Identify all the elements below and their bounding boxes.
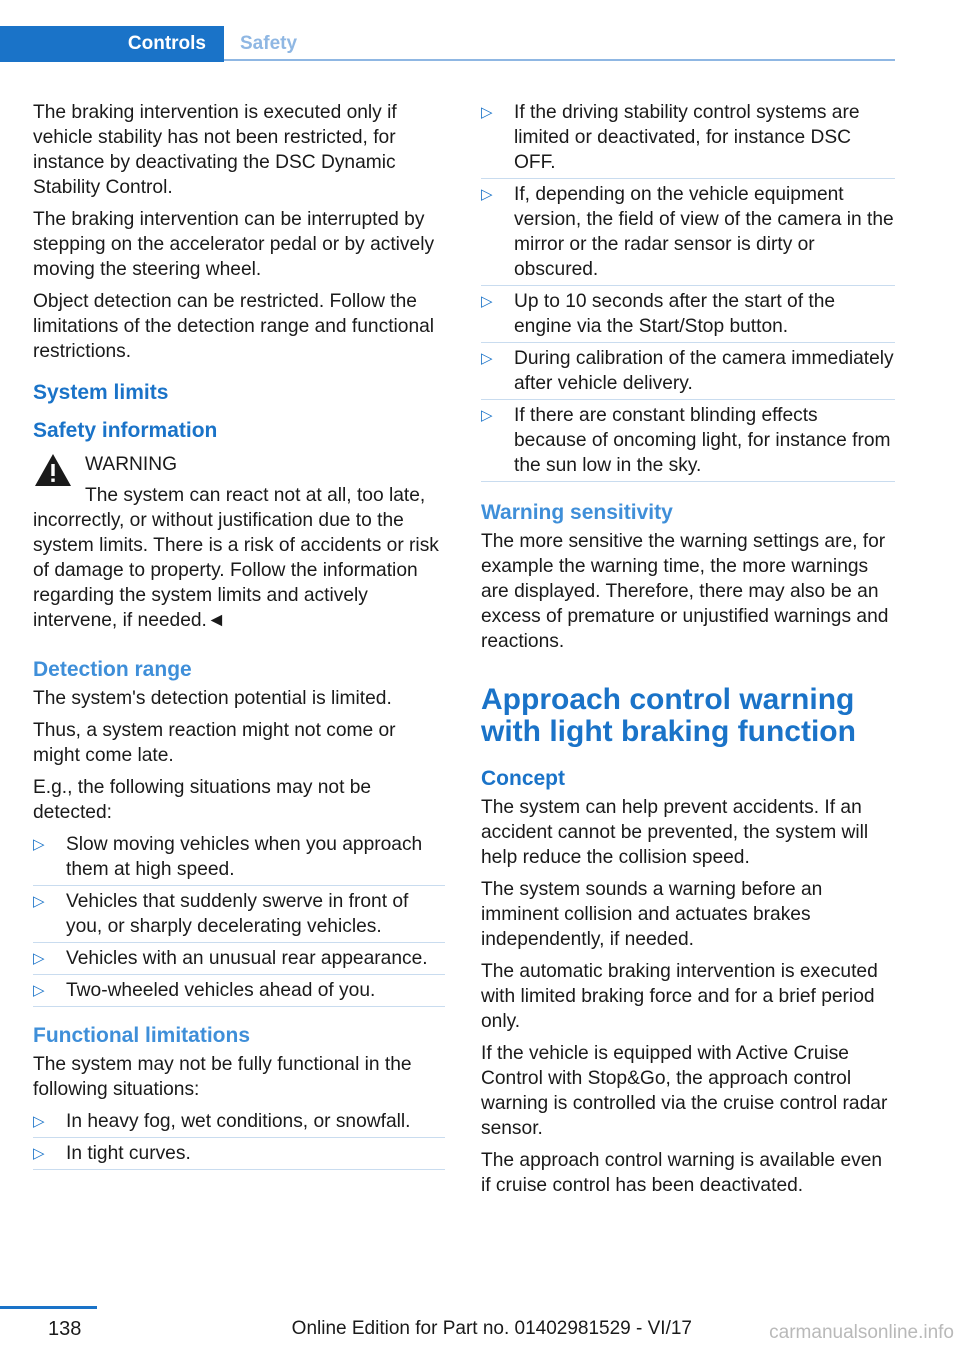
paragraph: The system may not be fully functional in the following situations: (33, 1054, 412, 1100)
list-item: ▷ Slow moving vehicles when you approach them at high speed. (33, 832, 445, 882)
heading-warning-sensitivity: Warning sensitivity (481, 501, 673, 524)
paragraph: The system sounds a warning before an imminent collision and actuates brakes independently, if needed. (481, 879, 823, 950)
triangle-bullet-icon: ▷ (481, 104, 493, 121)
list-item: ▷ If the driving stability control systems are limited or deactivated, for instance DSC OFF. (481, 100, 895, 175)
page-number-rule (0, 1306, 97, 1309)
paragraph: Object detection can be restricted. Follow the limitations of the detection range and functional restrictions. (33, 291, 435, 362)
warning-title: WARNING (85, 454, 178, 475)
heading-approach-control-warning: Approach control warning with light braking function (481, 683, 856, 748)
warning-triangle-icon (33, 452, 73, 488)
edition-note: Online Edition for Part no. 01402981529 - VI/17 (291, 1318, 692, 1339)
paragraph: The system's detection potential is limited. (33, 688, 392, 709)
triangle-bullet-icon: ▷ (33, 1145, 45, 1162)
warning-block (33, 452, 445, 633)
paragraph: The braking intervention can be interrupted by stepping on the accelerator pedal or by actively moving the steering wheel. (33, 209, 435, 280)
list-item: ▷ In heavy fog, wet conditions, or snowfall. (33, 1109, 445, 1134)
list-item: ▷ If, depending on the vehicle equipment version, the field of view of the camera in the mirror or the radar sensor is dirty or obscured. (481, 184, 894, 280)
right-column (481, 100, 895, 1205)
limitations-list-continued (481, 100, 895, 478)
heading-functional-limitations: Functional limitations (33, 1024, 251, 1047)
tab-safety[interactable]: Safety (240, 33, 298, 54)
functional-list (33, 1109, 445, 1166)
paragraph: E.g., the following situations may not be detected: (33, 777, 372, 823)
paragraph: Thus, a system reaction might not come or might come late. (33, 720, 396, 766)
list-item: ▷ Two-wheeled vehicles ahead of you. (33, 978, 445, 1003)
tab-controls[interactable]: Controls (0, 26, 224, 62)
triangle-bullet-icon: ▷ (481, 293, 493, 310)
detection-list (33, 832, 445, 1003)
paragraph: The braking intervention is executed only if vehicle stability has not been restricted, for instance by deactivating the DSC Dynamic Stability Control. (33, 102, 397, 198)
tab-underline (224, 59, 895, 61)
triangle-bullet-icon: ▷ (33, 950, 45, 967)
list-item: ▷ Vehicles with an unusual rear appearance. (33, 946, 445, 971)
heading-detection-range: Detection range (33, 658, 192, 681)
section-tabs (0, 26, 895, 62)
triangle-bullet-icon: ▷ (33, 1113, 45, 1130)
paragraph: The automatic braking intervention is executed with limited braking force and for a brief period only. (481, 961, 878, 1032)
triangle-bullet-icon: ▷ (481, 350, 493, 367)
list-item: ▷ Up to 10 seconds after the start of the engine via the Start/Stop button. (481, 289, 895, 339)
heading-system-limits: System limits (33, 381, 169, 404)
list-item: ▷ Vehicles that suddenly swerve in front of you, or sharply decelerating vehicles. (33, 889, 445, 939)
triangle-bullet-icon: ▷ (481, 407, 493, 424)
paragraph: The approach control warning is available even if cruise control has been deactivated. (481, 1150, 883, 1196)
heading-concept: Concept (481, 767, 565, 790)
watermark: carmanualsonline.info (769, 1322, 954, 1343)
paragraph: If the vehicle is equipped with Active Cruise Control with Stop&Go, the approach control warning is controlled via the cruise control radar sensor. (481, 1043, 888, 1139)
triangle-bullet-icon: ▷ (481, 186, 493, 203)
warning-text: The system can react not at all, too late, incorrectly, or without justification due to the system limits. There is a risk of accidents or risk of damage to property. Follow the information regarding the system limits and actively intervene, if needed.◄ (33, 485, 439, 631)
triangle-bullet-icon: ▷ (33, 893, 45, 910)
triangle-bullet-icon: ▷ (33, 982, 45, 999)
list-item: ▷ In tight curves. (33, 1141, 445, 1166)
paragraph: The system can help prevent accidents. If an accident cannot be prevented, the system will help reduce the collision speed. (481, 797, 869, 868)
list-item: ▷ During calibration of the camera immediately after vehicle delivery. (481, 348, 894, 394)
left-column (33, 100, 445, 1173)
triangle-bullet-icon: ▷ (33, 836, 45, 853)
list-item: ▷ If there are constant blinding effects because of oncoming light, for instance from the sun low in the sky. (481, 403, 895, 478)
heading-safety-information: Safety information (33, 419, 218, 442)
paragraph: The more sensitive the warning settings are, for example the warning time, the more warnings are displayed. Therefore, there may also be an excess of premature or unjustified warnings and reactions. (481, 531, 889, 652)
page-number: 138 (48, 1318, 82, 1340)
